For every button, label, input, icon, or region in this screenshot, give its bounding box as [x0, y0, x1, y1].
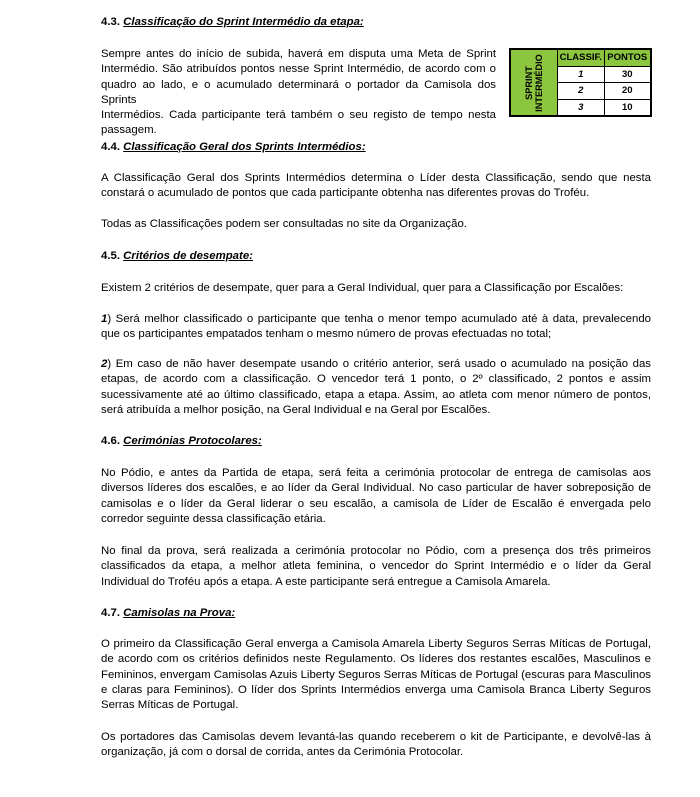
- sprint-table-side-label: SPRINT INTERMÉDIO: [511, 50, 558, 115]
- section-4-3-paragraph: Sempre antes do início de subida, haverá em disputa uma Meta de Sprint Intermédio. São atribuídos pontos nesse Sprint Intermédio, de acordo com o quadro ao lado, e o acumulado determinará o portador da Camisola dos Sprints Intermédios. Cada participante terá também o seu registo de tempo nesta passagem.: [101, 48, 496, 137]
- section-4-6-paragraph-1: No Pódio, e antes da Partida de etapa, será feita a cerimónia protocolar de entrega de camisolas aos diversos líderes dos escalões, e ao líder da Geral Individual. No caso particular de haver sobreposição de camisolas e o líder da Geral liderar o seu escalão, a camisola de Líder de Escalão é envergada pelo corredor seguinte dessa classificação etária.: [101, 467, 651, 525]
- place-cell: 3: [578, 101, 584, 113]
- section-4-6-paragraph-2: No final da prova, será realizada a cerimónia protocolar no Pódio, com a presença dos três primeiros classificados da etapa, a melhor atleta feminina, o vencedor do Sprint Intermédio e o líder da Geral Individual do Troféu após a etapa. A este participante será entregue a Camisola Amarela.: [101, 545, 651, 588]
- section-heading-4-4: 4.4. Classificação Geral dos Sprints Intermédios:: [101, 141, 366, 153]
- sprint-table-header-row: [558, 50, 650, 66]
- section-4-4-paragraph-1: A Classificação Geral dos Sprints Intermédios determina o Líder desta Classificação, sendo que nesta constará o acumulado de pontos que cada participante obtenha nas diferentes provas do Troféu.: [101, 172, 651, 200]
- section-heading-4-7: 4.7. Camisolas na Prova:: [101, 607, 236, 619]
- section-4-7-paragraph-1: O primeiro da Classificação Geral enverga a Camisola Amarela Liberty Seguros Serras Míticas de Portugal, de acordo com os critérios definidos neste Regulamento. Os líderes dos restantes escalões, Masculinos e Femininos, envergam Camisolas Azuis Liberty Seguros Serras Míticas de Portugal (escuras para Masculinos e claras para Femininos). O líder dos Sprints Intermédios enverga uma Camisola Branca Liberty Seguros Serras Míticas de Portugal.: [101, 638, 651, 712]
- table-row: [558, 99, 650, 116]
- section-heading-4-5: 4.5. Critérios de desempate:: [101, 250, 253, 262]
- header-pontos: PONTOS: [604, 50, 651, 66]
- points-cell: 30: [604, 67, 651, 83]
- sprint-points-table: [509, 48, 652, 117]
- section-4-4-paragraph-2: Todas as Classificações podem ser consultadas no site da Organização.: [101, 218, 467, 230]
- section-4-5-paragraph-1: Existem 2 critérios de desempate, quer para a Geral Individual, quer para a Classificação por Escalões:: [101, 282, 624, 294]
- section-heading-4-6: 4.6. Cerimónias Protocolares:: [101, 435, 262, 447]
- criterion-1: 1) Será melhor classificado o participante que tenha o menor tempo acumulado até à data, prevalecendo que os participantes empatados tenham o mesmo número de provas efectuadas no total;: [101, 313, 651, 341]
- section-heading-4-3: 4.3. Classificação do Sprint Intermédio da etapa:: [101, 16, 364, 28]
- section-4-7-paragraph-2: Os portadores das Camisolas devem levantá-las quando receberem o kit de Participante, e devolvê-las à organização, já com o dorsal de corrida, antes da Cerimónia Protocolar.: [101, 731, 651, 759]
- table-row: [558, 82, 650, 99]
- points-cell: 20: [604, 83, 651, 99]
- place-cell: 2: [578, 85, 584, 97]
- points-cell: 10: [604, 100, 651, 116]
- sprint-table-grid: [558, 50, 650, 115]
- table-row: [558, 66, 650, 83]
- header-classif: CLASSIF.: [558, 50, 604, 66]
- place-cell: 1: [578, 68, 584, 80]
- criterion-2: 2) Em caso de não haver desempate usando o critério anterior, será usado o acumulado na posição das etapas, de acordo com a classificação. O vencedor terá 1 ponto, o 2º classificado, 2 pontos e assim sucessivamente até ao último classificado, etapa a etapa. Assim, ao atleta com menor número de pontos, será atribuída a melhor posição, na Geral Individual e na Geral por Escalões.: [101, 358, 651, 416]
